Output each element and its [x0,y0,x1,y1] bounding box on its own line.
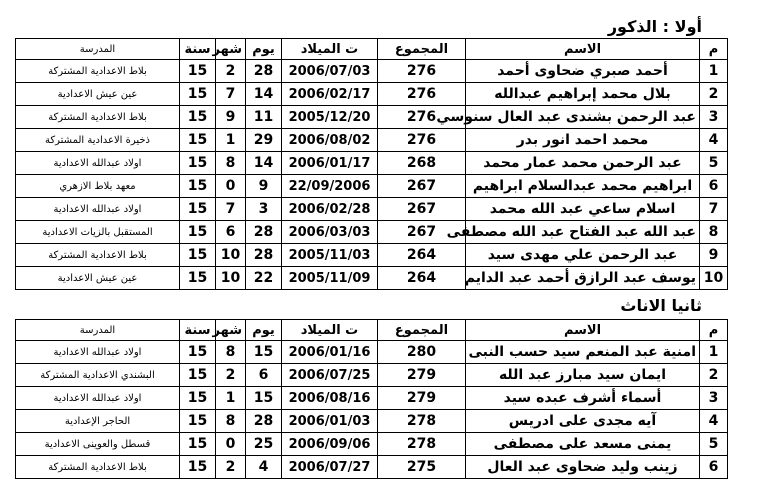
header-idx: م [700,39,728,60]
cell-total: 276 [378,83,466,106]
cell-month: 2 [216,456,246,479]
cell-idx: 7 [700,198,728,221]
cell-idx: 1 [700,60,728,83]
table-row [16,410,728,433]
cell-day: 4 [246,456,282,479]
cell-idx: 5 [700,152,728,175]
cell-year: 15 [180,244,216,267]
cell-total: 276 [378,106,466,129]
cell-day: 15 [246,341,282,364]
cell-month: 7 [216,198,246,221]
section-title-boys: أولا : الذكور [607,17,702,36]
cell-dob: 2006/01/16 [282,341,378,364]
header-total: المجموع [378,320,466,341]
cell-dob: 22/09/2006 [282,175,378,198]
header-school: المدرسة [16,39,180,60]
cell-name: يمنى مسعد على مصطفى [466,433,700,456]
cell-school: اولاد عبدالله الاعدادية [16,341,180,364]
cell-total: 280 [378,341,466,364]
cell-dob: 2005/12/20 [282,106,378,129]
cell-year: 15 [180,198,216,221]
cell-dob: 2006/08/16 [282,387,378,410]
cell-name: زينب وليد ضحاوى عبد العال [466,456,700,479]
cell-year: 15 [180,175,216,198]
cell-dob: 2005/11/03 [282,244,378,267]
cell-total: 275 [378,456,466,479]
header-dob: ت الميلاد [282,320,378,341]
cell-month: 0 [216,175,246,198]
cell-name: عبد الله عبد الفتاح عبد الله مصطفى [466,221,700,244]
cell-idx: 1 [700,341,728,364]
table-row [16,341,728,364]
cell-day: 9 [246,175,282,198]
header-idx: م [700,320,728,341]
cell-school: معهد بلاط الازهري [16,175,180,198]
cell-year: 15 [180,152,216,175]
header-name: الاسم [466,320,700,341]
cell-dob: 2006/01/17 [282,152,378,175]
header-school: المدرسة [16,320,180,341]
cell-month: 8 [216,410,246,433]
table-row [16,129,728,152]
header-year: سنة [180,320,216,341]
table-row [16,221,728,244]
cell-name: آيه مجدى على ادريس [466,410,700,433]
girls-table [15,319,728,479]
cell-year: 15 [180,387,216,410]
table-row [16,198,728,221]
cell-month: 8 [216,152,246,175]
cell-total: 276 [378,60,466,83]
cell-day: 28 [246,410,282,433]
cell-school: بلاط الاعدادية المشتركة [16,244,180,267]
cell-name: ايمان سيد مبارز عبد الله [466,364,700,387]
cell-month: 1 [216,129,246,152]
cell-day: 3 [246,198,282,221]
cell-day: 28 [246,221,282,244]
cell-month: 6 [216,221,246,244]
cell-day: 28 [246,60,282,83]
cell-idx: 5 [700,433,728,456]
cell-year: 15 [180,267,216,290]
cell-day: 29 [246,129,282,152]
cell-dob: 2006/02/28 [282,198,378,221]
header-year: سنة [180,39,216,60]
cell-month: 2 [216,364,246,387]
cell-idx: 10 [700,267,728,290]
cell-day: 22 [246,267,282,290]
cell-dob: 2006/08/02 [282,129,378,152]
cell-school: ذخيرة الاعدادية المشتركة [16,129,180,152]
cell-school: البشندي الاعدادية المشتركة [16,364,180,387]
table-row [16,83,728,106]
header-day: يوم [246,39,282,60]
cell-dob: 2006/02/17 [282,83,378,106]
table-row [16,60,728,83]
cell-name: محمد احمد انور بدر [466,129,700,152]
table-header-row [16,320,728,341]
cell-name: عبد الرحمن بشندى عبد العال سنوسي [466,106,700,129]
table-row [16,387,728,410]
boys-table [15,38,728,290]
cell-total: 264 [378,244,466,267]
cell-school: اولاد عبدالله الاعدادية [16,387,180,410]
cell-year: 15 [180,364,216,387]
cell-school: عين عيش الاعدادية [16,83,180,106]
cell-month: 10 [216,244,246,267]
cell-total: 279 [378,387,466,410]
cell-school: اولاد عبدالله الاعدادية [16,198,180,221]
cell-month: 8 [216,341,246,364]
table-row [16,152,728,175]
cell-day: 15 [246,387,282,410]
cell-idx: 3 [700,106,728,129]
cell-day: 6 [246,364,282,387]
cell-idx: 9 [700,244,728,267]
cell-total: 268 [378,152,466,175]
cell-day: 11 [246,106,282,129]
cell-school: بلاط الاعدادية المشتركة [16,60,180,83]
header-month: شهر [216,39,246,60]
table-row [16,433,728,456]
cell-name: بلال محمد إبراهيم عبدالله [466,83,700,106]
cell-month: 9 [216,106,246,129]
header-total: المجموع [378,39,466,60]
cell-idx: 4 [700,129,728,152]
cell-year: 15 [180,456,216,479]
cell-school: عين عيش الاعدادية [16,267,180,290]
cell-month: 2 [216,60,246,83]
cell-dob: 2006/09/06 [282,433,378,456]
cell-school: بلاط الاعدادية المشتركة [16,456,180,479]
table-row [16,106,728,129]
cell-name: أسماء أشرف عبده سيد [466,387,700,410]
cell-total: 279 [378,364,466,387]
cell-month: 0 [216,433,246,456]
cell-year: 15 [180,60,216,83]
cell-day: 14 [246,152,282,175]
cell-idx: 2 [700,83,728,106]
cell-dob: 2006/07/27 [282,456,378,479]
cell-total: 264 [378,267,466,290]
cell-name: امنية عبد المنعم سيد حسب النبى [466,341,700,364]
cell-dob: 2006/07/03 [282,60,378,83]
cell-month: 10 [216,267,246,290]
table-row [16,364,728,387]
cell-year: 15 [180,433,216,456]
cell-total: 278 [378,433,466,456]
cell-year: 15 [180,83,216,106]
cell-month: 1 [216,387,246,410]
cell-school: قسطل والعوينى الاعدادية [16,433,180,456]
cell-name: اسلام ساعي عبد الله محمد [466,198,700,221]
cell-dob: 2006/01/03 [282,410,378,433]
header-name: الاسم [466,39,700,60]
cell-month: 7 [216,83,246,106]
cell-year: 15 [180,129,216,152]
cell-idx: 6 [700,456,728,479]
cell-name: يوسف عبد الرازق أحمد عبد الدايم [466,267,700,290]
cell-school: بلاط الاعدادية المشتركة [16,106,180,129]
cell-total: 278 [378,410,466,433]
cell-name: عبد الرحمن علي مهدى سيد [466,244,700,267]
cell-day: 14 [246,83,282,106]
header-day: يوم [246,320,282,341]
table-row [16,456,728,479]
cell-total: 267 [378,198,466,221]
cell-year: 15 [180,221,216,244]
table-header-row [16,39,728,60]
cell-total: 276 [378,129,466,152]
cell-name: أحمد صبري ضحاوى أحمد [466,60,700,83]
section-title-girls: ثانيا الاناث [620,296,702,315]
cell-total: 267 [378,175,466,198]
table-row [16,244,728,267]
cell-name: ابراهيم محمد عبدالسلام ابراهيم [466,175,700,198]
cell-school: المستقبل بالزيات الاعدادية [16,221,180,244]
table-row [16,267,728,290]
cell-idx: 3 [700,387,728,410]
cell-dob: 2006/07/25 [282,364,378,387]
cell-day: 28 [246,244,282,267]
cell-idx: 2 [700,364,728,387]
cell-total: 267 [378,221,466,244]
cell-dob: 2006/03/03 [282,221,378,244]
table-row [16,175,728,198]
cell-school: اولاد عبدالله الاعدادية [16,152,180,175]
header-month: شهر [216,320,246,341]
cell-idx: 8 [700,221,728,244]
cell-year: 15 [180,106,216,129]
cell-idx: 6 [700,175,728,198]
header-dob: ت الميلاد [282,39,378,60]
cell-name: عبد الرحمن محمد عمار محمد [466,152,700,175]
cell-idx: 4 [700,410,728,433]
cell-year: 15 [180,341,216,364]
cell-dob: 2005/11/09 [282,267,378,290]
cell-day: 25 [246,433,282,456]
cell-year: 15 [180,410,216,433]
cell-school: الحاجر الإعدادية [16,410,180,433]
